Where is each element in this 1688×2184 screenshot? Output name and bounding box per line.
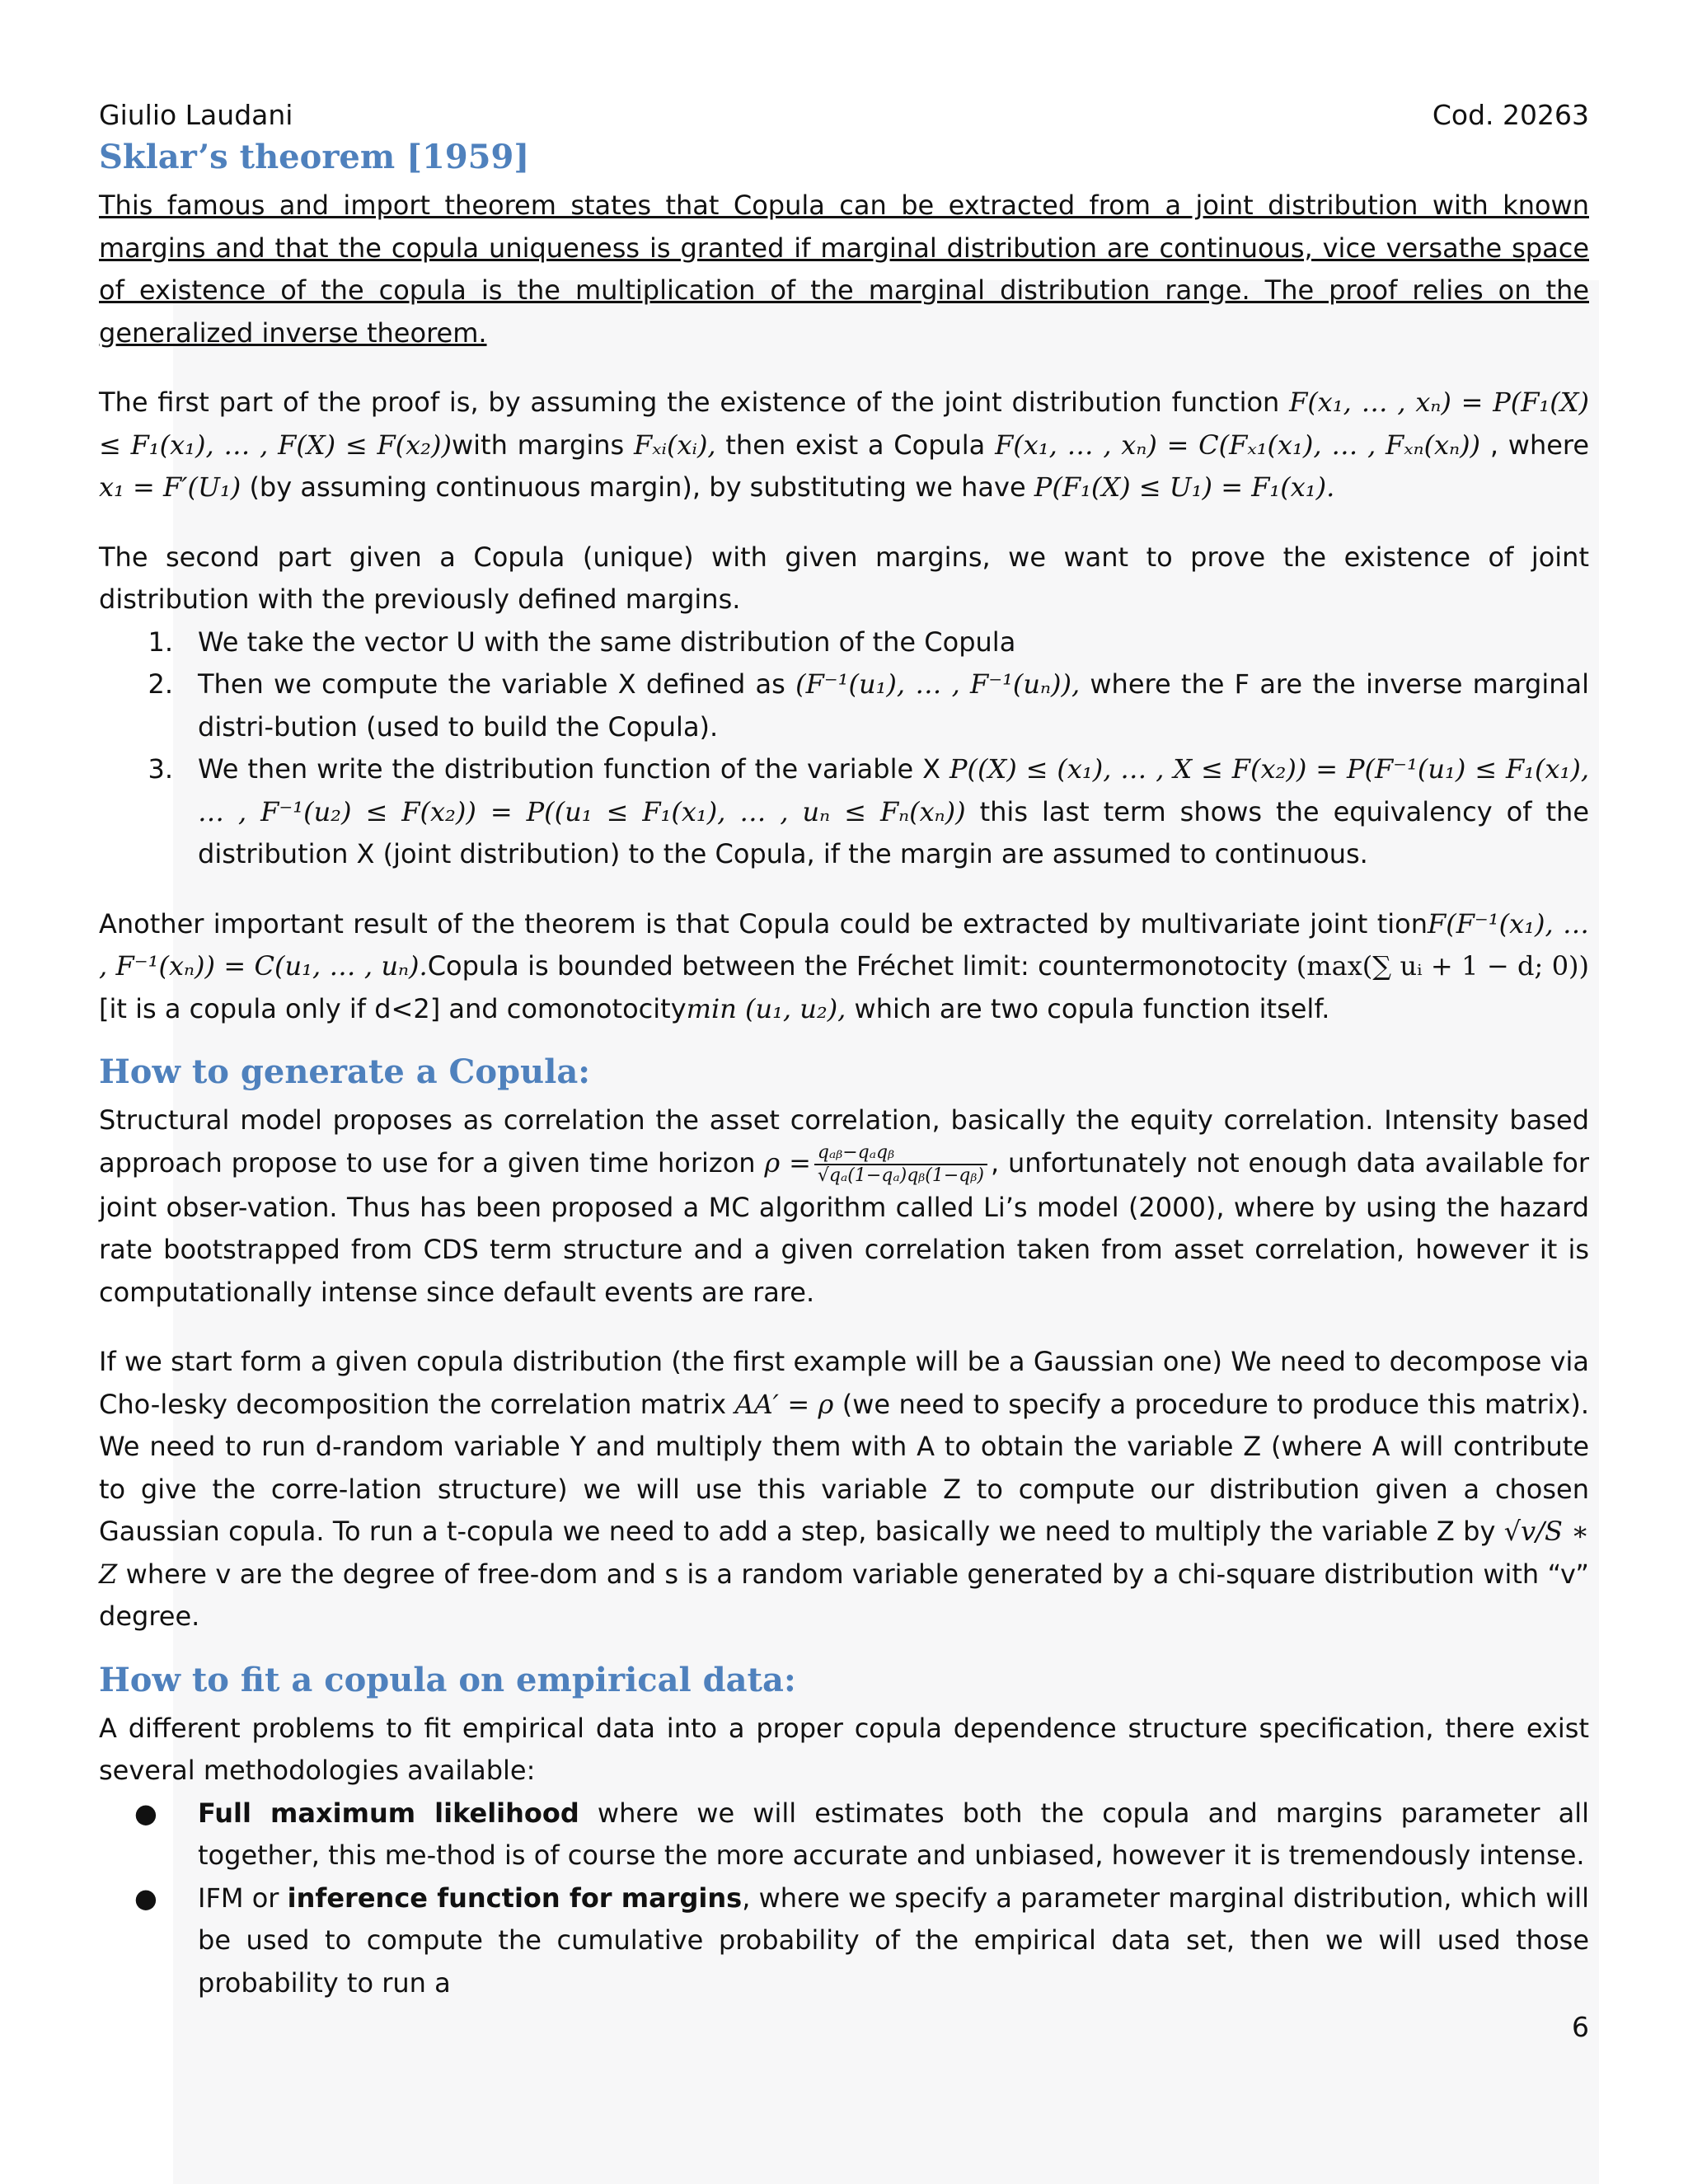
formula-distribution-x: P((X) ≤ (x₁), … , X ≤ F(x₂)) = P(F⁻¹(u₁) ≤ F₁(x₁), … , F⁻¹(u₂) ≤ F(x₂)) = P((u₁ ≤ F₁(x₁), … , uₙ ≤ Fₙ(xₙ)) xyxy=(198,753,1590,827)
page-header xyxy=(99,97,1589,134)
generate-copula-paragraph: Structural model proposes as correlation the asset correlation, basically the equity correlation. Intensity based approach propose to use for a given time horizon ρ = $\frac{\text{qₐᵦ−qₐqᵦ}}{\text{√qₐ(1−qₐ)qᵦ(1−qᵦ)}}$ , unfortunately not enough data available for joint obser-vation. Thus has been proposed a MC algorithm called Li’s model (2000), where by using the hazard rate bootstrapped from CDS term structure and a given correlation taken from asset correlation, however it is computationally intense since default events are rare. xyxy=(99,1104,1589,1308)
fit-copula-paragraph: A different problems to fit empirical data into a proper copula dependence structure specification, there exist several methodologies available: xyxy=(99,1712,1589,1786)
proof-part-two-paragraph: The second part given a Copula (unique) with given margins, we want to prove the existence of joint distribution with the previously defined margins. xyxy=(99,541,1589,615)
sklar-intro-paragraph: This famous and import theorem states that Copula can be extracted from a joint distribution with known margins and that the copula uniqueness is granted if marginal distribution are continuous, vice versathe space of existence of the copula is the multiplication of the marginal distribution range. The proof relies on the generalized inverse theorem. xyxy=(99,190,1589,349)
formula-margin: Fₓᵢ(xᵢ), xyxy=(633,429,716,461)
formula-copula: F(x₁, … , xₙ) = C(Fₓ₁(x₁), … , Fₓₙ(xₙ)) xyxy=(995,429,1481,461)
course-code: Cod. 20263 xyxy=(1432,99,1589,131)
frechet-limit-paragraph: Another important result of the theorem is that Copula could be extracted by multivariate joint tionF(F⁻¹(x₁), … , F⁻¹(xₙ)) = C(u₁, … , uₙ).Copula is bounded between the Fréchet limit: countermonotocity (max(∑ uᵢ + 1 − d; 0)) [it is a copula only if d<2] and comonotocitymin (u₁, u₂), which are two copula function itself. xyxy=(99,907,1590,1024)
formula-copula-extraction: F(F⁻¹(x₁), … , F⁻¹(xₙ)) = C(u₁, … , uₙ). xyxy=(99,907,1590,982)
formula-comonotonicity: min (u₁, u₂), xyxy=(686,992,846,1024)
author-name: Giulio Laudani xyxy=(99,99,293,131)
document-page xyxy=(99,97,1589,2004)
list-item: 3. We then write the distribution function of the variable X P((X) ≤ (x₁), … , X ≤ F(x₂)) = P(F⁻¹(u₁) ≤ F₁(x₁), … , F⁻¹(u₂) ≤ F(x₂)) = P((u₁ ≤ F₁(x₁), … , uₙ ≤ Fₙ(xₙ)) this last term shows the equivalency of the distribution X (joint distribution) to the Copula, if the margin are assumed to continuous. xyxy=(148,753,1590,869)
list-item: 2. Then we compute the variable X defined as (F⁻¹(u₁), … , F⁻¹(uₙ)), where the F are the inverse marginal distri-bution (used to build the Copula). xyxy=(148,668,1589,743)
formula-cholesky: AA′ = ρ xyxy=(734,1388,834,1420)
page-number: 6 xyxy=(1572,2011,1589,2043)
bullet-icon: ● xyxy=(134,1797,157,1829)
formula-t-copula-scaling: √v/S ∗ Z xyxy=(99,1516,1590,1590)
proof-steps-list xyxy=(99,621,1589,876)
list-item: ● Full maximum likelihood where we will estimates both the copula and margins parameter all together, this me-thod is of course the more accurate and unbiased, however it is tremendously intense. xyxy=(99,1793,1589,1877)
formula-correlation-fraction: $\frac{\text{qₐᵦ−qₐqᵦ}}{\text{√qₐ(1−qₐ)qᵦ(1−qᵦ)}}$ xyxy=(814,1142,987,1187)
list-item: ● IFM or inference function for margins, where we specify a parameter marginal distribution, which will be used to compute the cumulative probability of the empirical data set, then we will used those probability to run a xyxy=(99,1877,1589,2005)
formula-countermonotonicity: (max(∑ uᵢ + 1 − d; 0)) xyxy=(1296,950,1590,982)
formula-inverse: x₁ = F′(U₁) xyxy=(99,471,241,503)
formula-rho: ρ = xyxy=(764,1146,811,1179)
section-title-generate-copula: How to generate a Copula: xyxy=(99,1052,590,1091)
section-title-fit-copula: How to fit a copula on empirical data: xyxy=(99,1660,796,1699)
section-title-sklar: Sklar’s theorem [1959] xyxy=(99,138,530,176)
cholesky-paragraph: If we start form a given copula distribution (the first example will be a Gaussian one) We need to decompose via Cho-lesky decomposition the correlation matrix AA′ = ρ (we need to specify a procedure to produce this matrix). We need to run d-random variable Y and multiply them with A to obtain the variable Z (where A will contribute to give the corre-lation structure) we will use this variable Z to compute our distribution given a chosen Gaussian copula. To run a t-copula we need to add a step, basically we need to multiply the variable Z by √v/S ∗ Z where v are the degree of free-dom and s is a random variable generated by a chi-square distribution with “v” degree. xyxy=(99,1346,1590,1632)
formula-inverse-vector: (F⁻¹(u₁), … , F⁻¹(uₙ)), xyxy=(795,668,1081,700)
formula-joint-distribution: F(x₁, … , xₙ) = P(F₁(X) ≤ F₁(x₁), … , F(X) ≤ F(x₂)) xyxy=(99,387,1590,461)
proof-part-one-paragraph: The first part of the proof is, by assuming the existence of the joint distribution function F(x₁, … , xₙ) = P(F₁(X) ≤ F₁(x₁), … , F(X) ≤ F(x₂))with margins Fₓᵢ(xᵢ), then exist a Copula F(x₁, … , xₙ) = C(Fₓ₁(x₁), … , Fₓₙ(xₙ)) , where x₁ = F′(U₁) (by assuming continuous margin), by substituting we have P(F₁(X) ≤ U₁) = F₁(x₁). xyxy=(99,387,1590,503)
bullet-icon: ● xyxy=(134,1882,157,1914)
formula-substitution: P(F₁(X) ≤ U₁) = F₁(x₁). xyxy=(1034,471,1335,503)
list-item: 1. We take the vector U with the same distribution of the Copula xyxy=(148,626,1016,658)
fitting-methods-list xyxy=(99,1793,1589,2005)
